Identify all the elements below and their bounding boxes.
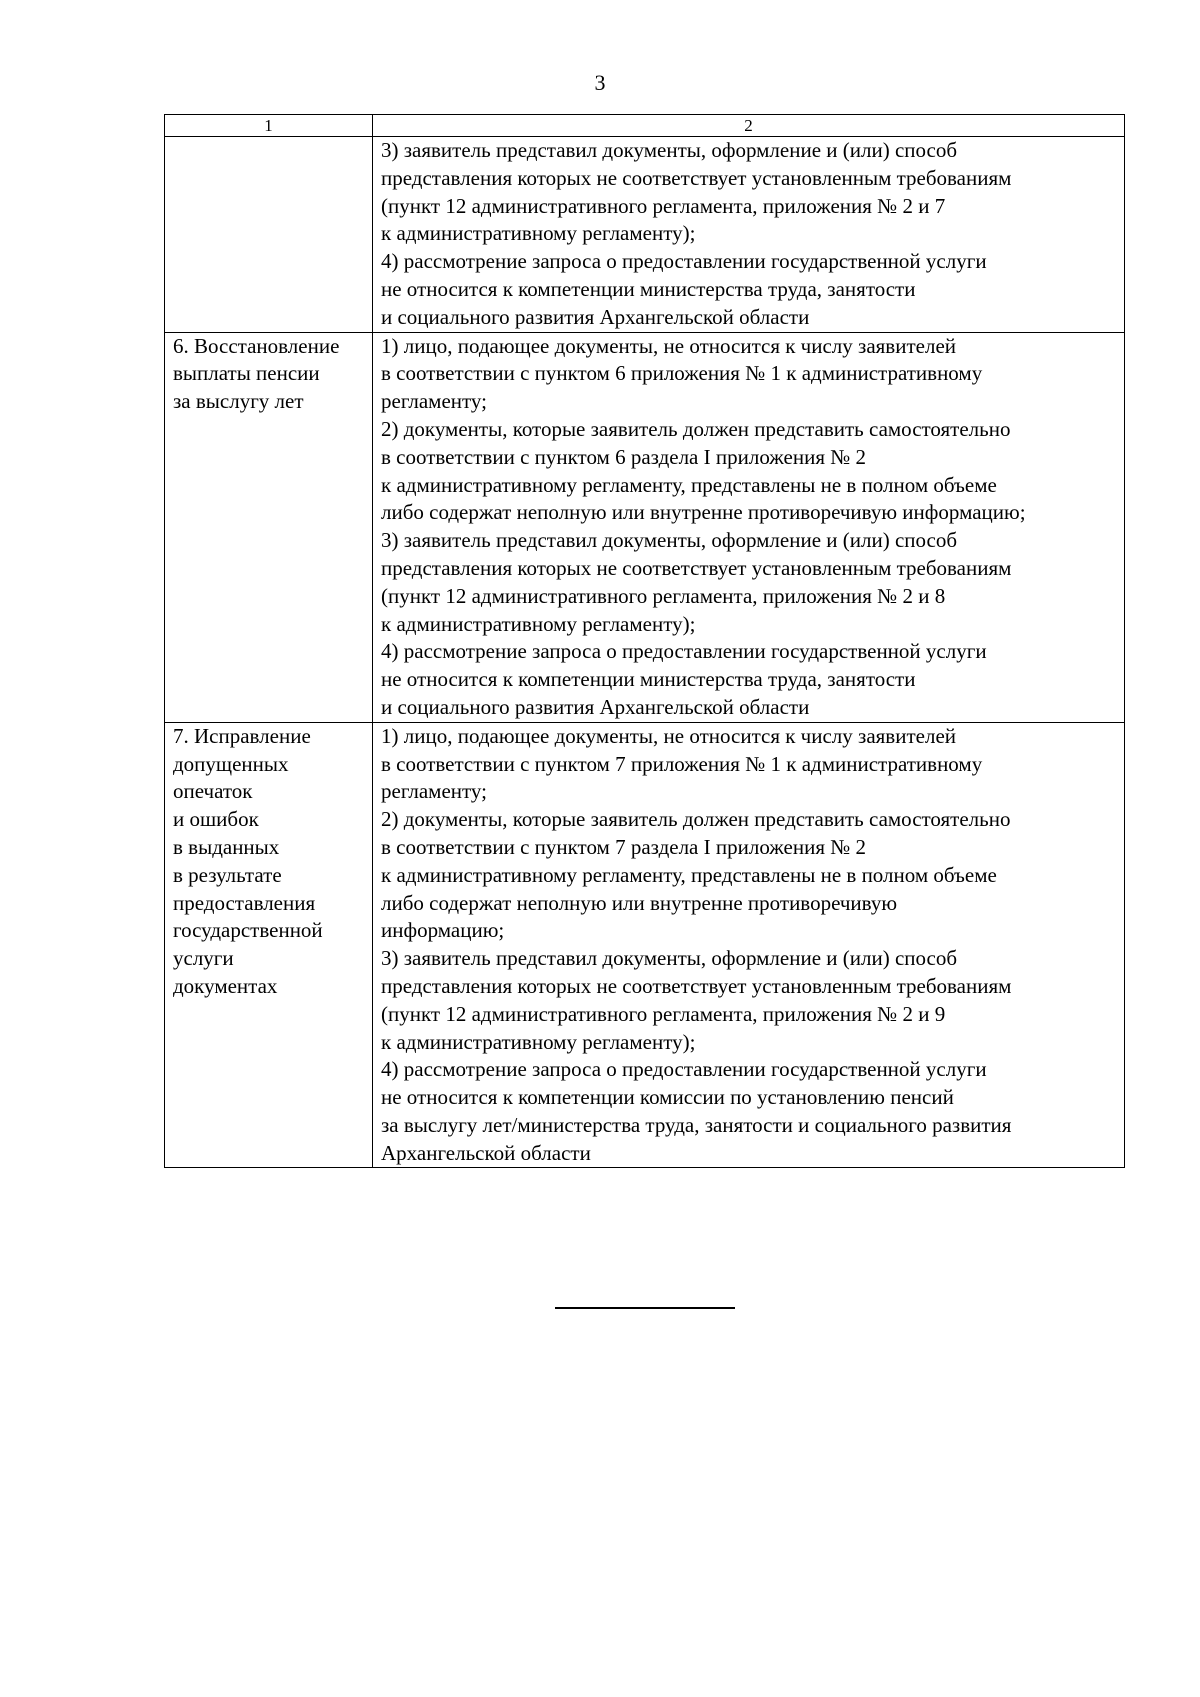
label-line: документах	[173, 973, 278, 998]
content-line: (пункт 12 административного регламента, приложения № 2 и 7	[381, 193, 946, 218]
content-line: представления которых не соответствует установленным требованиям	[381, 973, 1012, 998]
content-line: 1) лицо, подающее документы, не относится к числу заявителей	[381, 333, 956, 358]
table-row	[165, 722, 1125, 1168]
content-line: 4) рассмотрение запроса о предоставлении государственной услуги	[381, 639, 987, 664]
table-header-row	[165, 115, 1125, 137]
row-content-cell	[373, 722, 1125, 1168]
column-header-2: 2	[373, 115, 1125, 137]
content-line: информацию;	[381, 918, 505, 943]
label-line: опечаток	[173, 779, 253, 804]
content-line: за выслугу лет/министерства труда, занятости и социального развития	[381, 1112, 1012, 1137]
page-number: 3	[594, 70, 606, 95]
label-line: выплаты пенсии	[173, 361, 320, 386]
content-line: 3) заявитель представил документы, оформление и (или) способ	[381, 138, 958, 162]
content-line: не относится к компетенции министерства труда, занятости	[381, 667, 916, 692]
content-line: не относится к компетенции министерства труда, занятости	[381, 276, 916, 301]
label-line: за выслугу лет	[173, 389, 304, 414]
content-line: регламенту;	[381, 779, 487, 804]
label-line: 6. Восстановление	[173, 333, 340, 358]
content-line: в соответствии с пунктом 7 раздела I приложения № 2	[381, 834, 867, 859]
content-line: и социального развития Архангельской области	[381, 694, 810, 719]
requirements-table	[164, 114, 1125, 1168]
content-line: (пункт 12 административного регламента, приложения № 2 и 9	[381, 1001, 946, 1026]
content-line: не относится к компетенции комиссии по установлению пенсий	[381, 1085, 954, 1110]
content-line: 4) рассмотрение запроса о предоставлении государственной услуги	[381, 249, 987, 274]
end-of-document-rule	[555, 1307, 735, 1309]
content-line: регламенту;	[381, 389, 487, 414]
row-content-cell	[373, 332, 1125, 722]
content-line: в соответствии с пунктом 6 раздела I приложения № 2	[381, 444, 867, 469]
content-line: в соответствии с пунктом 6 приложения № 1 к административному	[381, 361, 983, 386]
column-header-1: 1	[165, 115, 373, 137]
label-line: предоставления	[173, 890, 316, 915]
table-row	[165, 137, 1125, 333]
row-label-cell	[165, 722, 373, 1168]
content-line: представления которых не соответствует установленным требованиям	[381, 165, 1012, 190]
label-line: государственной	[173, 918, 323, 943]
label-line: услуги	[173, 946, 234, 971]
content-line: 2) документы, которые заявитель должен представить самостоятельно	[381, 807, 1011, 832]
row-label-cell	[165, 332, 373, 722]
content-line: 2) документы, которые заявитель должен представить самостоятельно	[381, 416, 1011, 441]
content-line: (пункт 12 административного регламента, приложения № 2 и 8	[381, 583, 946, 608]
label-line: и ошибок	[173, 807, 259, 832]
content-line: 4) рассмотрение запроса о предоставлении государственной услуги	[381, 1057, 987, 1082]
content-line: и социального развития Архангельской области	[381, 304, 810, 329]
table-row	[165, 332, 1125, 722]
content-line: к административному регламенту, представлены не в полном объеме	[381, 472, 997, 497]
content-line: к административному регламенту);	[381, 1029, 696, 1054]
content-line: к административному регламенту);	[381, 221, 696, 246]
content-line: либо содержат неполную или внутренне противоречивую	[381, 890, 898, 915]
content-line: к административному регламенту, представлены не в полном объеме	[381, 862, 997, 887]
label-line: допущенных	[173, 751, 289, 776]
content-line: либо содержат неполную или внутренне противоречивую информацию;	[381, 500, 1026, 525]
content-line: 1) лицо, подающее документы, не относится к числу заявителей	[381, 723, 956, 748]
label-line: 7. Исправление	[173, 723, 311, 748]
content-line: 3) заявитель представил документы, оформление и (или) способ	[381, 528, 958, 553]
row-label-cell	[165, 137, 373, 333]
row-content-cell	[373, 137, 1125, 333]
label-line: в выданных	[173, 834, 280, 859]
content-line: 3) заявитель представил документы, оформление и (или) способ	[381, 946, 958, 971]
label-line: в результате	[173, 862, 282, 887]
content-line: к административному регламенту);	[381, 611, 696, 636]
content-line: представления которых не соответствует установленным требованиям	[381, 555, 1012, 580]
content-line: Архангельской области	[381, 1140, 591, 1165]
content-line: в соответствии с пунктом 7 приложения № 1 к административному	[381, 751, 983, 776]
